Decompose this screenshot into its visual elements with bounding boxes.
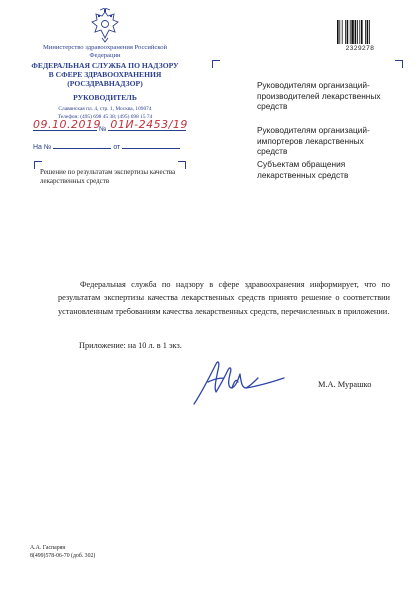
coat-of-arms-icon <box>88 8 122 44</box>
barcode-bar <box>347 20 349 44</box>
agency-line-1: ФЕДЕРАЛЬНАЯ СЛУЖБА ПО НАДЗОРУ <box>31 61 179 70</box>
from-label: от <box>113 144 121 151</box>
addressee-importers: Руководителям организаций-импортеров лекарственных средств <box>257 125 370 156</box>
barcode-icon <box>337 20 383 44</box>
barcode-bar <box>355 20 357 44</box>
number-field <box>108 118 188 131</box>
addressee-corner-right <box>395 60 403 68</box>
barcode-bar <box>357 20 358 44</box>
reference-line <box>33 139 180 151</box>
date-field <box>33 118 101 131</box>
phone-line: Телефон: (495) 698 45 38; (495) 698 15 74 <box>57 113 153 120</box>
letter-body: Федеральная служба по надзору в сфере здравоохранения информирует, что по результатам экспертизы качества лекарственных средств принято решение о соответствии установленным требованиям качества лекарственных средств, перечисленных в приложении. <box>58 280 390 316</box>
addressee-manufacturers: Руководителям организаций-производителей лекарственных средств <box>257 80 381 111</box>
barcode-bar <box>361 20 363 44</box>
executor-phone: 8(499)578-06-70 (доб. 302) <box>30 552 96 559</box>
barcode-bar <box>351 20 353 44</box>
barcode-bar <box>359 20 360 44</box>
signature-icon <box>188 352 288 410</box>
addressee-subjects: Субъектам обращения лекарственных средств <box>257 159 349 180</box>
registration-number: 01И-2453/19 <box>110 118 188 131</box>
letter-subject: Решение по результатам экспертизы качества лекарственных средств <box>40 168 176 185</box>
head-title: РУКОВОДИТЕЛЬ <box>73 93 137 102</box>
barcode-bar <box>365 20 366 44</box>
registration-line <box>33 118 188 133</box>
ref-label: На № <box>33 144 52 151</box>
signer-name: М.А. Мурашко <box>318 380 372 389</box>
barcode-bar <box>342 20 343 44</box>
addressee-corner-left <box>212 60 220 68</box>
address-line: Славянская пл. 4, стр. 1, Москва, 109074 <box>58 106 152 112</box>
ref-number-field <box>53 139 111 149</box>
ref-date-field <box>122 139 180 149</box>
ministry-name: Министерство здравоохранения Российской Федерации <box>42 44 168 59</box>
barcode-bar <box>337 20 339 44</box>
agency-name <box>30 61 180 88</box>
attachment-note: Приложение: на 10 л. в 1 экз. <box>79 341 182 350</box>
number-sign: № <box>98 126 107 133</box>
agency-line-2: В СФЕРЕ ЗДРАВООХРАНЕНИЯ <box>48 70 162 79</box>
agency-line-3: (РОСЗДРАВНАДЗОР) <box>67 79 143 88</box>
registration-date: 09.10.2019 <box>33 118 101 131</box>
barcode-bar <box>350 20 351 44</box>
barcode-bar <box>345 20 346 44</box>
barcode-bar <box>369 20 370 44</box>
barcode-bar <box>367 20 369 44</box>
executor-info <box>30 545 95 560</box>
barcode-bar <box>339 20 340 44</box>
executor-name: А.А. Гаспарян <box>30 545 66 551</box>
barcode-number: 2329278 <box>345 45 375 52</box>
